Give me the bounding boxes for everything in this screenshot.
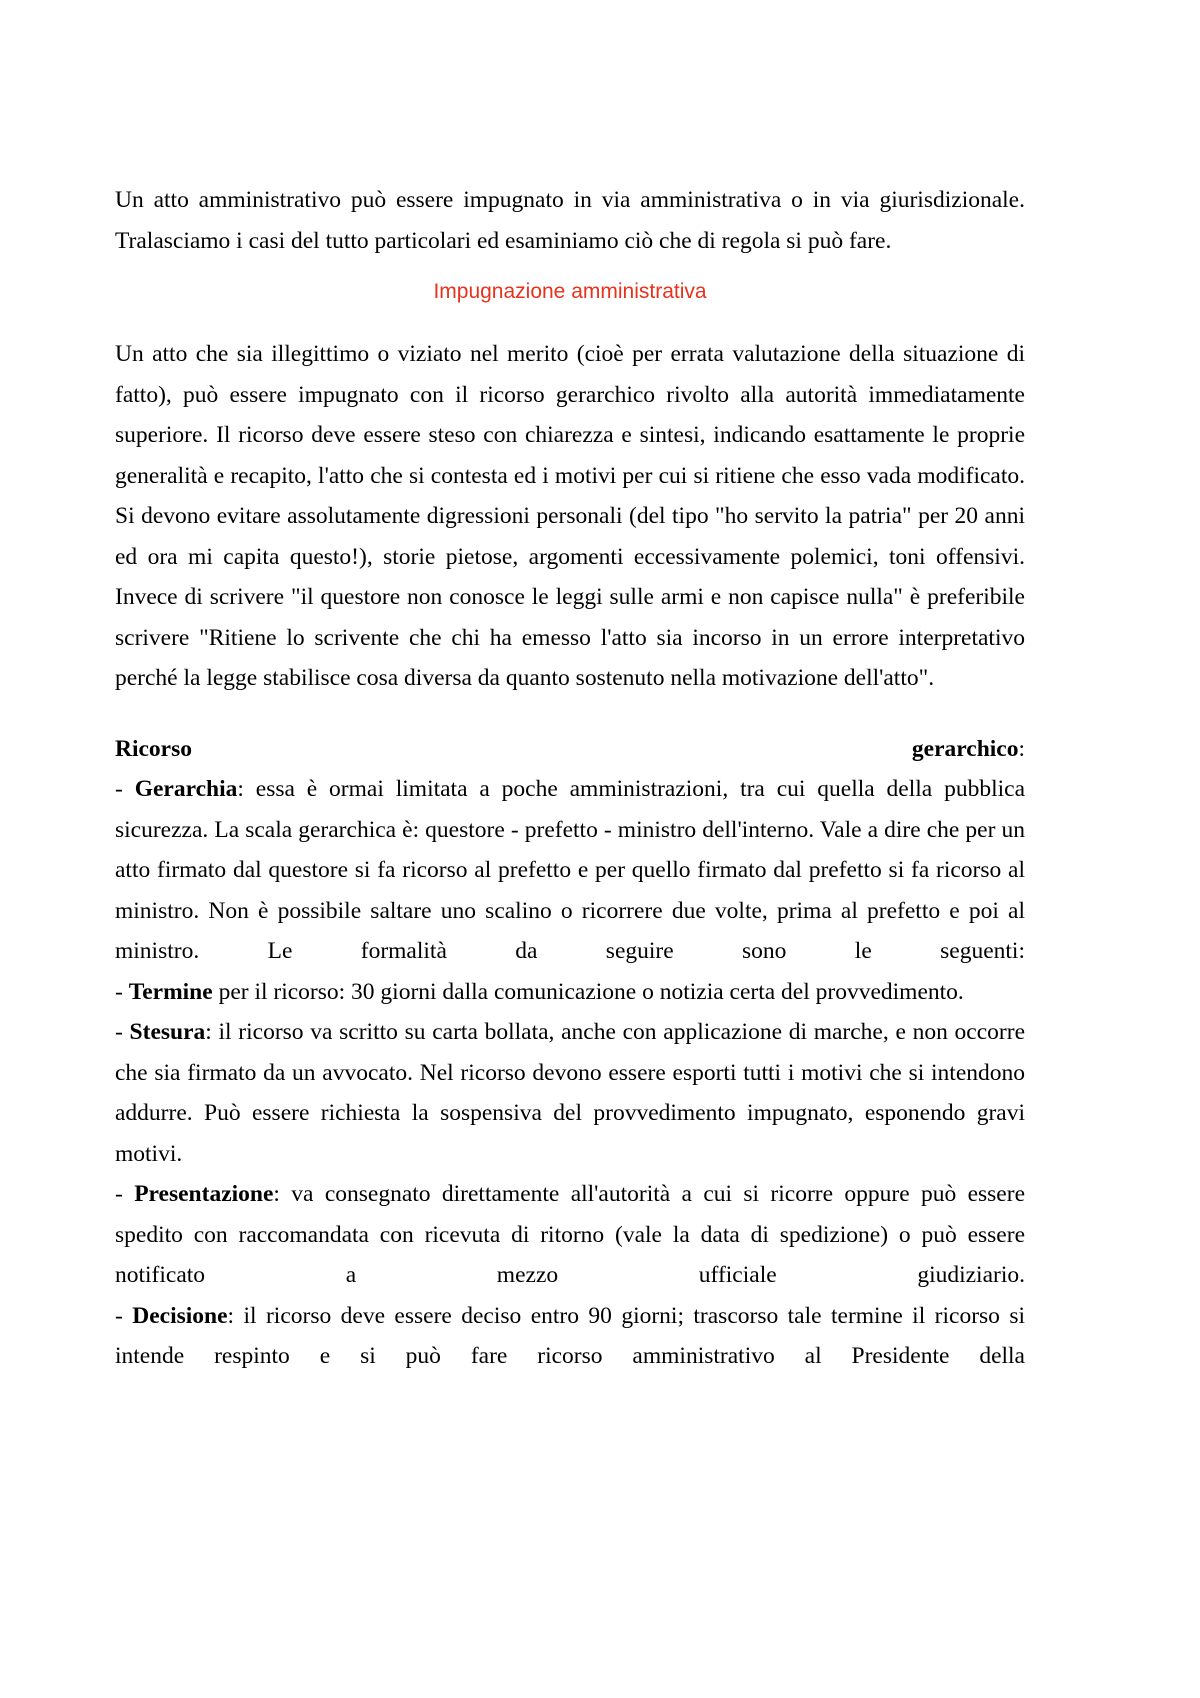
main-paragraph: Un atto che sia illegittimo o viziato nel merito (cioè per errata valutazione della situazione di fatto), può essere impugnato con il ricorso gerarchico rivolto alla autorità immediatamente superiore. Il ricorso deve essere steso con chiarezza e sintesi, indicando esattamente le proprie generalità e recapito, l'atto che si contesta ed i motivi per cui si ritiene che esso vada modificato. Si devono evitare assolutamente digressioni personali (del tipo "ho servito la patria" per 20 anni ed ora mi capita questo!), storie pietose, argomenti eccessivamente polemici, toni offensivi. Invece di scrivere "il questore non conosce le leggi sulle armi e non capisce nulla" è preferibile scrivere "Ritiene lo scrivente che chi ha emesso l'atto sia incorso in un errore interpretativo perché la legge stabilisce cosa diversa da quanto sostenuto nella motivazione dell'atto". (115, 341, 1025, 691)
item-label-stesura: Stesura (129, 1019, 206, 1045)
item-dash: - (115, 978, 129, 1005)
item-text-gerarchia: : essa è ormai limitata a poche amministrazioni, tra cui quella della pubblica sicurezza. La scala gerarchica è: questore - prefetto - ministro dell'interno. Vale a dire che per un atto firmato dal questore si fa ricorso al prefetto e per quello firmato dal prefetto si fa ricorso al ministro. Non è possibile saltare uno scalino o ricorrere due volte, prima al prefetto e poi al ministro. Le formalità da seguire sono le seguenti: (115, 776, 1026, 964)
section-heading: Impugnazione amministrativa (433, 280, 707, 303)
item-text-stesura: : il ricorso va scritto su carta bollata, anche con applicazione di marche, e non occorre che sia firmato da un avvocato. Nel ricorso devono essere esporti tutti i motivi che si intendono addurre. Può essere richiesta la sospensiva del provvedimento impugnato, esponendo gravi motivi. (115, 1019, 1025, 1167)
item-text-decisione: : il ricorso deve essere deciso entro 90 giorni; trascorso tale termine il ricorso si intende respinto e si può fare ricorso amministrativo al Presidente della (115, 1302, 1026, 1369)
ricorso-title-left: Ricorso (115, 735, 193, 762)
item-label-decisione: Decisione (132, 1302, 228, 1329)
item-text-presentazione: : va consegnato direttamente all'autorità a cui si ricorre oppure può essere spedito con raccomandata con ricevuta di ritorno (vale la data di spedizione) o può essere notificato a mezzo ufficiale giudiziario. (115, 1181, 1025, 1288)
item-label-gerarchia: Gerarchia (134, 776, 238, 802)
item-dash: - (115, 1181, 135, 1207)
ricorso-title-right: gerarchico (911, 735, 1019, 762)
ricorso-title (115, 729, 1025, 770)
item-dash: - (115, 1019, 130, 1045)
item-gerarchia (115, 769, 1025, 972)
item-label-termine: Termine (128, 978, 213, 1005)
ricorso-title-colon: : (1018, 735, 1025, 762)
item-termine (115, 972, 1025, 1013)
item-text-termine: per il ricorso: 30 giorni dalla comunicazione o notizia certa del provvedimento. (212, 978, 964, 1005)
intro-paragraph: Un atto amministrativo può essere impugnato in via amministrativa o in via giurisdizionale. Tralasciamo i casi del tutto particolari ed esaminiamo ciò che di regola si può fare. (115, 187, 1025, 254)
item-presentazione (115, 1174, 1025, 1296)
item-stesura (115, 1012, 1025, 1174)
document-body (115, 180, 1025, 1377)
item-dash: - (115, 776, 135, 802)
item-decisione (115, 1296, 1025, 1377)
item-dash: - (115, 1302, 133, 1329)
item-label-presentazione: Presentazione (134, 1181, 274, 1207)
